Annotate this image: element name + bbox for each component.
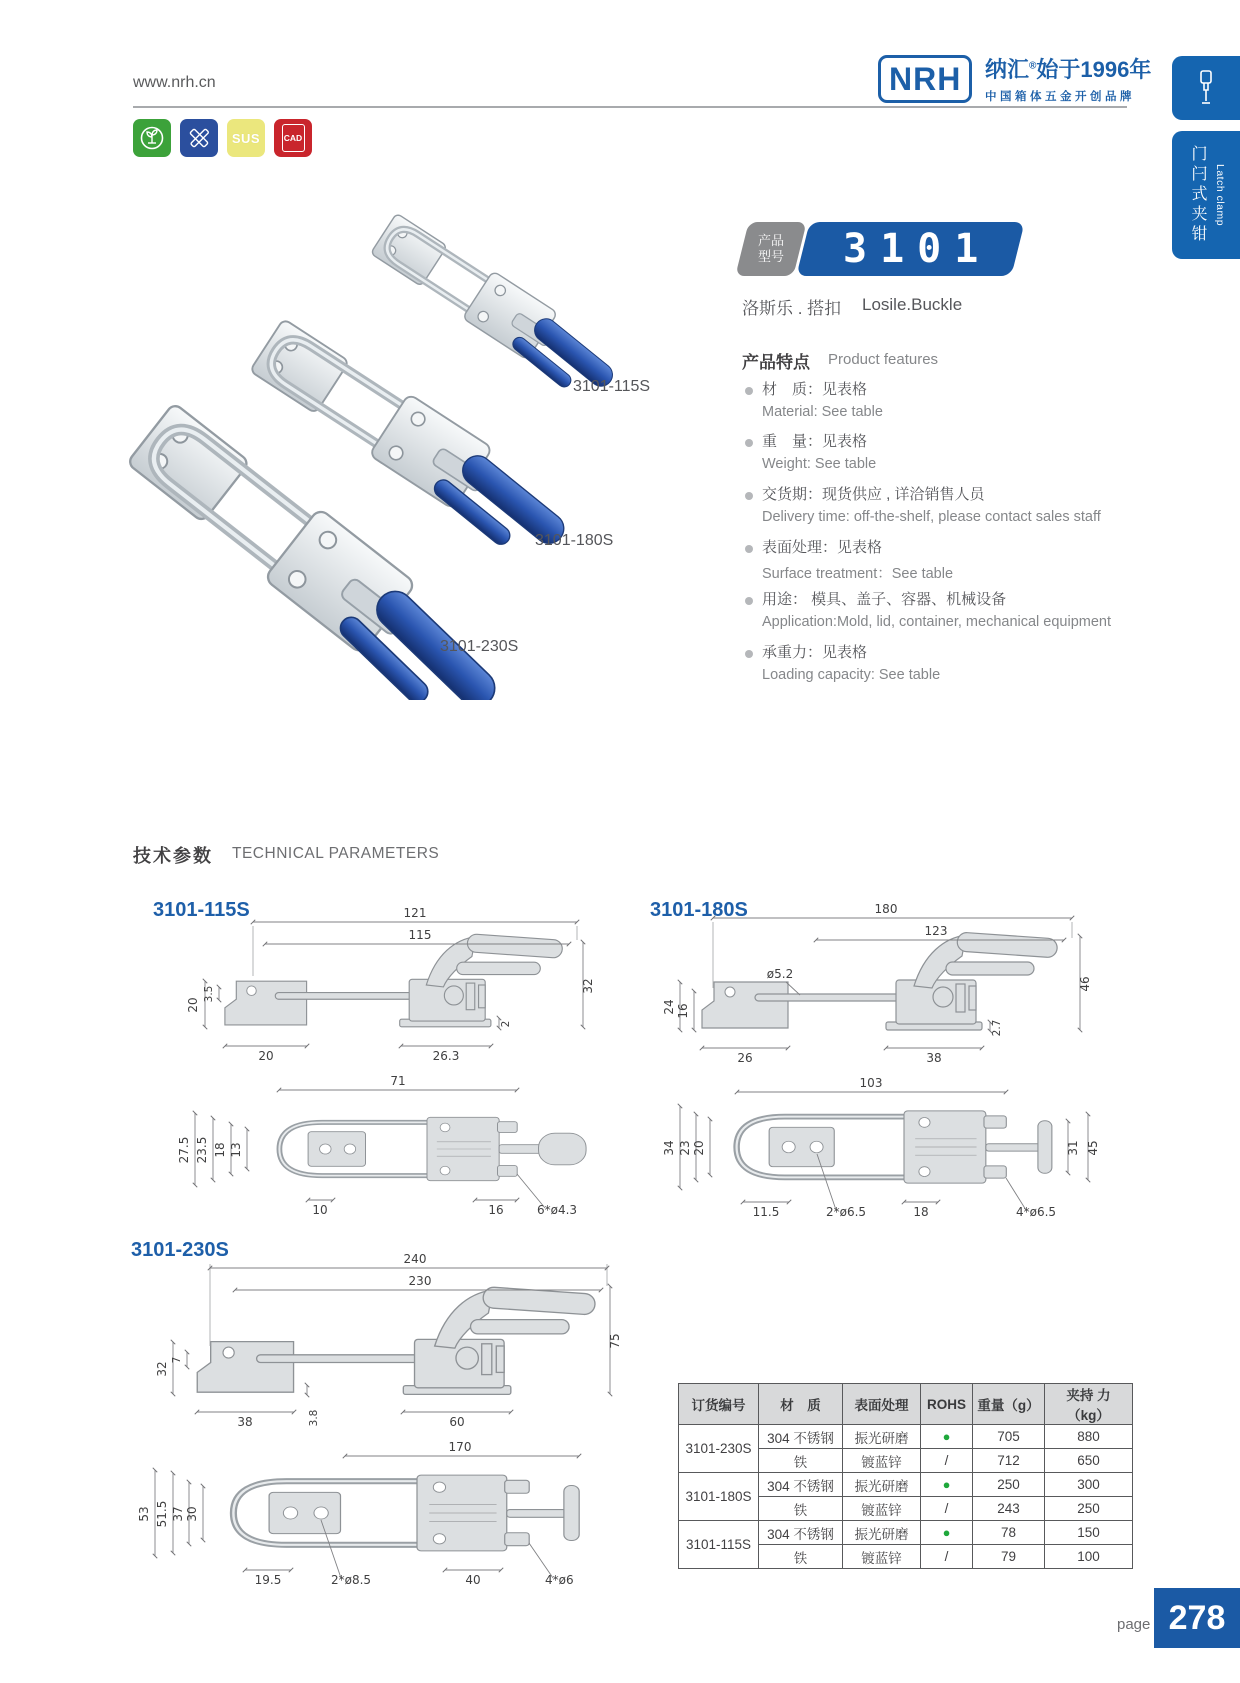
dim: 3.5 (203, 985, 215, 1003)
dim: 37 (171, 1506, 185, 1522)
cell-model: 3101-230S (679, 1425, 759, 1473)
dim: 2.7 (991, 1019, 1003, 1037)
dim: 30 (185, 1506, 199, 1522)
brand-cn: 纳汇 (985, 57, 1030, 82)
bullet-icon (745, 387, 753, 395)
model-badge-label-text (758, 233, 784, 266)
col-weight: 重量（g） (973, 1384, 1045, 1425)
cell-weight: 78 (973, 1521, 1045, 1545)
dim: 60 (449, 1415, 465, 1429)
tech-title-en: TECHNICAL PARAMETERS (232, 845, 440, 862)
dim: 123 (924, 924, 948, 938)
cell-material: 304 不锈钢 (759, 1521, 843, 1545)
site-url[interactable]: www.nrh.cn (133, 74, 216, 91)
sidebar-tab-category (1172, 131, 1240, 259)
sus-badge (227, 119, 265, 157)
bullet-icon (745, 597, 753, 605)
cell-model: 3101-180S (679, 1473, 759, 1521)
cell-rohs: / (921, 1497, 973, 1521)
dim: 115 (408, 928, 432, 942)
dim: 75 (608, 1333, 622, 1349)
cell-material: 铁 (759, 1449, 843, 1473)
model-number: 3101 (842, 226, 992, 272)
cell-rohs: / (921, 1545, 973, 1569)
col-order-no: 订货编号 (679, 1384, 759, 1425)
drawing-3101-115s (135, 878, 625, 1228)
cell-material: 304 不锈钢 (759, 1473, 843, 1497)
dim: 180 (874, 902, 898, 916)
cell-surface: 振光研磨 (843, 1425, 921, 1449)
table-row (679, 1473, 1133, 1497)
dim: 18 (913, 1205, 929, 1219)
dim: 4*ø6 (545, 1573, 574, 1587)
cell-capacity: 650 (1045, 1449, 1133, 1473)
table-row (679, 1425, 1133, 1449)
plan-view (233, 1475, 579, 1551)
dim: 13 (229, 1142, 243, 1158)
cell-capacity: 300 (1045, 1473, 1133, 1497)
nrh-logo (878, 55, 972, 103)
cell-material: 304 不锈钢 (759, 1425, 843, 1449)
dim: 6*ø4.3 (537, 1203, 578, 1217)
features-title-cn: 产品特点 (742, 353, 810, 372)
plan-view (279, 1117, 586, 1180)
brand-tagline: 始于1996年 (1036, 57, 1152, 82)
drawing-3101-230s (115, 1228, 630, 1650)
dim: 16 (676, 1003, 690, 1019)
spec-table (678, 1383, 1133, 1569)
bullet-icon (745, 439, 753, 447)
cell-surface: 镀蓝锌 (843, 1545, 921, 1569)
product-name-en: Losile.Buckle (862, 295, 963, 314)
side-view (225, 934, 563, 1027)
feature-item (745, 430, 1135, 472)
dim: 3.8 (308, 1409, 320, 1427)
cell-rohs: / (921, 1449, 973, 1473)
feature-en: Weight: See table (762, 456, 877, 472)
cell-surface: 镀蓝锌 (843, 1497, 921, 1521)
page-number: 278 (1168, 1598, 1226, 1637)
drawing-title: 3101-180S (650, 899, 748, 921)
cell-surface: 振光研磨 (843, 1473, 921, 1497)
col-surface: 表面处理 (843, 1384, 921, 1425)
tools-badge (180, 119, 218, 157)
latch-clamp-icon (1194, 68, 1218, 108)
feature-item (745, 588, 1135, 630)
cell-weight: 705 (973, 1425, 1045, 1449)
model-badge-label (735, 222, 806, 276)
dim: 45 (1086, 1140, 1100, 1156)
feature-cn: 材 质：见表格 (762, 381, 868, 398)
dim: 24 (662, 999, 676, 1015)
plant-icon (139, 125, 165, 151)
dim: 10 (312, 1203, 328, 1217)
dim: 2*ø8.5 (331, 1573, 372, 1587)
dim: 19.5 (254, 1573, 282, 1587)
header-divider (133, 106, 1127, 108)
product-name-cn: 洛斯乐 . 搭扣 (742, 299, 842, 318)
cell-capacity: 880 (1045, 1425, 1133, 1449)
cell-weight: 712 (973, 1449, 1045, 1473)
cell-material: 铁 (759, 1497, 843, 1521)
cell-model: 3101-115S (679, 1521, 759, 1569)
model-badge-number (796, 222, 1024, 276)
col-material: 材 质 (759, 1384, 843, 1425)
dim: 170 (448, 1440, 472, 1454)
dim: 20 (692, 1140, 706, 1156)
cell-material: 铁 (759, 1545, 843, 1569)
badge-line1: 产品 (757, 232, 784, 248)
feature-item (745, 641, 1135, 683)
table-header-row (679, 1384, 1133, 1425)
registered-mark: ® (1029, 60, 1037, 72)
plan-view (737, 1111, 1052, 1183)
dim: 38 (237, 1415, 253, 1429)
cell-capacity: 250 (1045, 1497, 1133, 1521)
feature-cn: 重 量：见表格 (762, 433, 868, 450)
dim: 40 (465, 1573, 481, 1587)
cell-weight: 243 (973, 1497, 1045, 1521)
product-photos (100, 180, 700, 700)
dim: 103 (859, 1076, 883, 1090)
sus-label: SUS (231, 130, 261, 146)
dim: 20 (186, 997, 200, 1013)
dim: 26.3 (432, 1049, 460, 1063)
cell-surface: 振光研磨 (843, 1521, 921, 1545)
feature-en: Loading capacity: See table (762, 667, 941, 683)
cell-capacity: 100 (1045, 1545, 1133, 1569)
category-label-en: Latch clamp (1214, 163, 1226, 227)
dim: 46 (1078, 976, 1092, 992)
side-view (197, 1287, 595, 1395)
cell-rohs: ● (921, 1473, 973, 1497)
cell-weight: 79 (973, 1545, 1045, 1569)
dim: 16 (488, 1203, 504, 1217)
page-label: page (1117, 1616, 1151, 1633)
photo-label-230s: 3101-230S (440, 638, 519, 655)
crossed-tools-icon (186, 125, 212, 151)
dim: 230 (408, 1274, 432, 1288)
dim: 4*ø6.5 (1016, 1205, 1057, 1219)
tech-title-cn: 技术参数 (133, 846, 213, 866)
feature-cn: 交货期：现货供应 , 详洽销售人员 (762, 486, 985, 503)
dim: ø5.2 (766, 967, 794, 981)
dim: 32 (581, 978, 595, 994)
bullet-icon (745, 492, 753, 500)
cell-weight: 250 (973, 1473, 1045, 1497)
feature-en: Material: See table (762, 404, 883, 420)
drawing-3101-180s (628, 878, 1114, 1250)
feature-en: Surface treatment：See table (762, 566, 954, 582)
dim: 2*ø6.5 (826, 1205, 867, 1219)
dim: 11.5 (752, 1205, 780, 1219)
dim: 121 (403, 906, 427, 920)
drawing-title: 3101-230S (131, 1239, 229, 1261)
dim: 53 (137, 1506, 151, 1522)
dim: 38 (926, 1051, 942, 1065)
drawing-title: 3101-115S (153, 899, 250, 921)
dim: 71 (390, 1074, 406, 1088)
cell-rohs: ● (921, 1521, 973, 1545)
feature-item (745, 536, 1135, 583)
dim: 18 (213, 1142, 227, 1158)
cell-capacity: 150 (1045, 1521, 1133, 1545)
brand-block (985, 53, 1185, 104)
cad-badge (274, 119, 312, 157)
eco-badge (133, 119, 171, 157)
side-view (702, 932, 1058, 1030)
dim: 51.5 (155, 1500, 169, 1528)
nrh-logo-text: NRH (889, 61, 962, 97)
brand-subtitle: 中国箱体五金开创品牌 (985, 91, 1135, 103)
feature-cn: 表面处理：见表格 (762, 539, 883, 556)
dim: 240 (403, 1252, 427, 1266)
dim: 23 (678, 1140, 692, 1156)
features-title-en: Product features (828, 351, 939, 368)
badge-line2: 型号 (757, 249, 784, 264)
cell-surface: 镀蓝锌 (843, 1449, 921, 1473)
cell-rohs: ● (921, 1425, 973, 1449)
feature-cn: 承重力：见表格 (762, 644, 868, 661)
bullet-icon (745, 545, 753, 553)
photo-label-115s: 3101-115S (573, 378, 651, 395)
dim: 20 (258, 1049, 274, 1063)
cad-label: CAD (283, 133, 303, 143)
cad-doc-icon (282, 124, 305, 152)
feature-en: Application:Mold, lid, container, mechanical equipment (762, 614, 1112, 630)
category-label-cn: 门闩式夹钳 (1189, 145, 1206, 245)
col-capacity: 夹持 力（kg） (1045, 1384, 1133, 1425)
feature-item (745, 378, 1135, 420)
page-number-badge (1154, 1588, 1240, 1648)
dim: 31 (1066, 1140, 1080, 1156)
feature-item (745, 483, 1135, 525)
cert-badges (133, 119, 312, 157)
photo-label-180s: 3101-180S (535, 532, 614, 549)
dim: 27.5 (177, 1136, 191, 1164)
dim: 26 (737, 1051, 753, 1065)
dim: 23.5 (195, 1136, 209, 1164)
dim: 32 (155, 1361, 169, 1377)
dim: 7 (171, 1356, 183, 1364)
table-row (679, 1521, 1133, 1545)
dim: 34 (662, 1140, 676, 1156)
sidebar-tab-icon (1172, 56, 1240, 120)
dim: 2 (500, 1020, 512, 1028)
feature-cn: 用途： 模具、盖子、容器、机械设备 (762, 591, 1007, 608)
col-rohs: ROHS (921, 1384, 973, 1425)
brand-line (985, 53, 1185, 84)
bullet-icon (745, 650, 753, 658)
feature-en: Delivery time: off-the-shelf, please contact sales staff (762, 509, 1101, 525)
